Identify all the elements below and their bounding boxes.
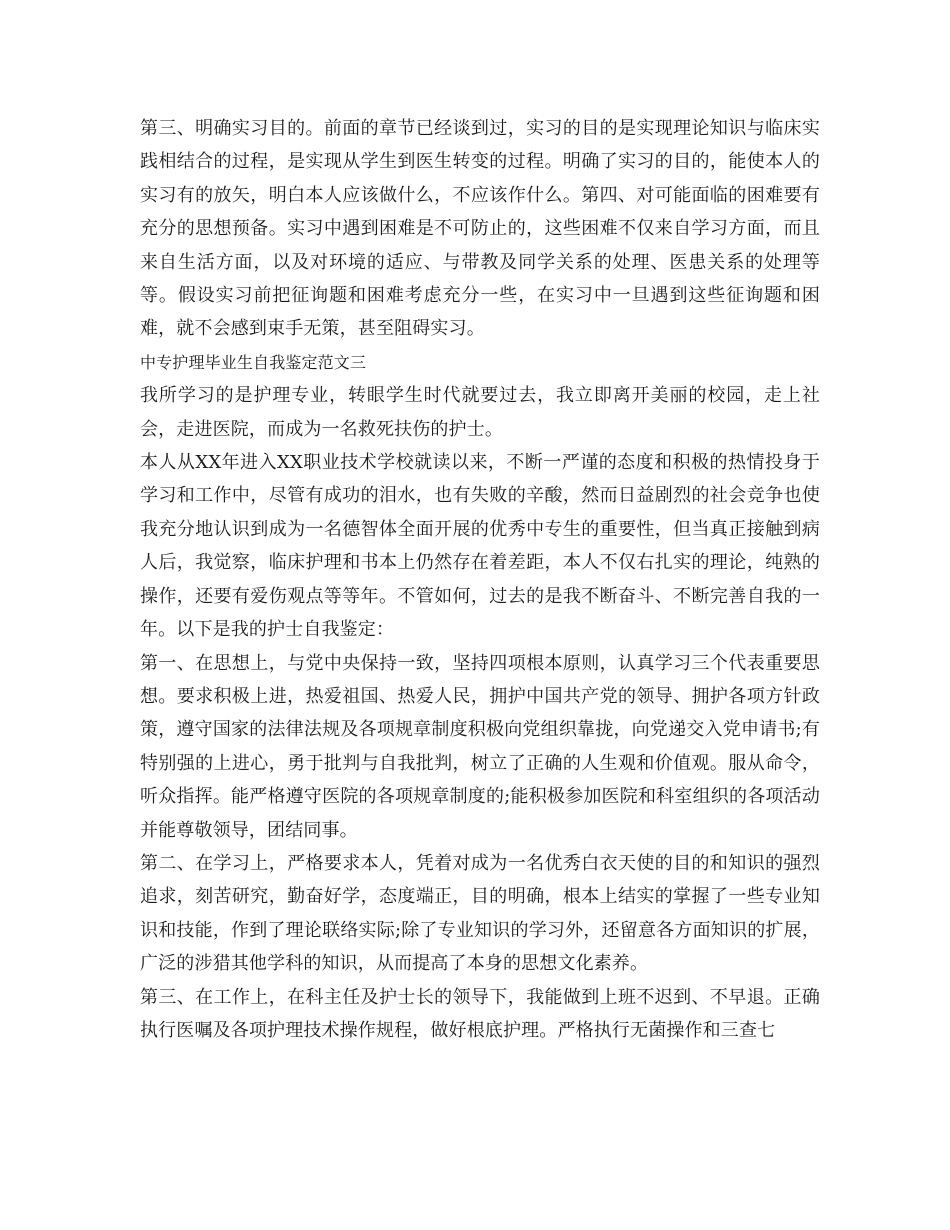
paragraph-study: 第二、在学习上，严格要求本人，凭着对成为一名优秀白衣天使的目的和知识的强烈追求，刻苦研究，勤奋好学，态度端正，目的明确，根本上结实的掌握了一些专业知识和技能，作到了理论联络实际;除了专业知识的学习外，还留意各方面知识的扩展，广泛的涉猎其他学科的知识，从而提高了本身的思想文化素养。 <box>140 852 820 975</box>
document-body <box>140 112 820 1047</box>
paragraph-thought: 第一、在思想上，与党中央保持一致，坚持四项根本原则，认真学习三个代表重要思想。要求积极上进，热爱祖国、热爱人民，拥护中国共产党的领导、拥护各项方针政策，遵守国家的法律法规及各项规章制度积极向党组织靠拢，向党递交入党申请书;有特别强的上进心，勇于批判与自我批判，树立了正确的人生观和价值观。服从命令，听众指挥。能严格遵守医院的各项规章制度的;能积极参加医院和科室组织的各项活动并能尊敬领导，团结同事。 <box>140 652 820 841</box>
paragraph-background: 本人从XX年进入XX职业技术学校就读以来，不断一严谨的态度和积极的热情投身于学习和工作中，尽管有成功的泪水，也有失败的辛酸，然而日益剧烈的社会竞争也使我充分地认识到成为一名德智体全面开展的优秀中专生的重要性，但当真正接触到病人后，我觉察，临床护理和书本上仍然存在着差距，本人不仅右扎实的理论，纯熟的操作，还要有爱伤观点等等年。不管如何，过去的是我不断奋斗、不断完善自我的一年。以下是我的护士自我鉴定： <box>140 452 820 641</box>
paragraph-intro: 我所学习的是护理专业，转眼学生时代就要过去，我立即离开美丽的校园，走上社会，走进医院，而成为一名救死扶伤的护士。 <box>140 385 820 440</box>
paragraph-work: 第三、在工作上，在科主任及护士长的领导下，我能做到上班不迟到、不早退。正确执行医嘱及各项护理技术操作规程，做好根底护理。严格执行无菌操作和三查七 <box>140 986 820 1041</box>
paragraph-internship-goals: 第三、明确实习目的。前面的章节已经谈到过，实习的目的是实现理论知识与临床实践相结合的过程，是实现从学生到医生转变的过程。明确了实习的目的，能使本人的实习有的放矢，明白本人应该做什么，不应该作什么。第四、对可能面临的困难要有充分的思想预备。实习中遇到困难是不可防止的，这些困难不仅来自学习方面，而且来自生活方面，以及对环境的适应、与带教及同学关系的处理、医患关系的处理等等。假设实习前把征询题和困难考虑充分一些，在实习中一旦遇到这些征询题和困难，就不会感到束手无策，甚至阻碍实习。 <box>140 118 820 340</box>
section-heading: 中专护理毕业生自我鉴定范文三 <box>140 352 367 372</box>
